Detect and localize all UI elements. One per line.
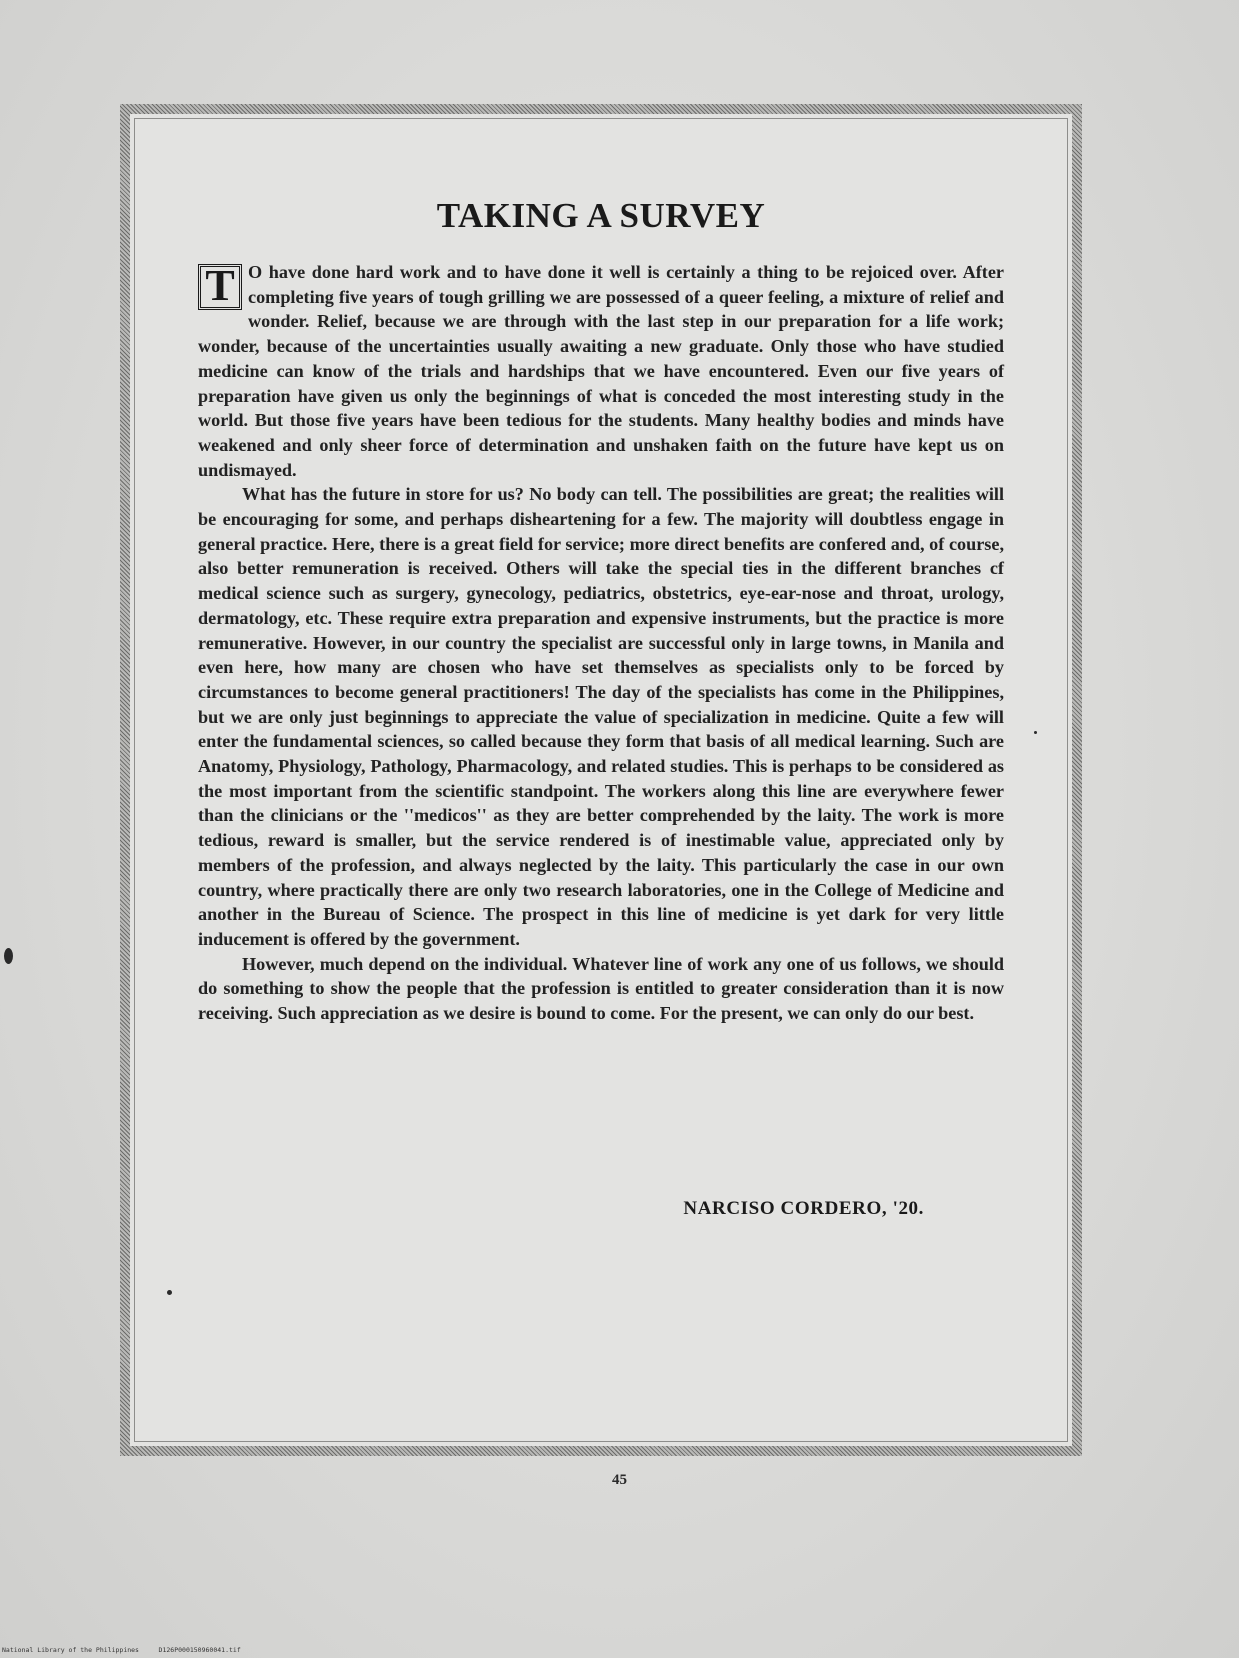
footer-file-id: D126P000150960041.tif [158, 1646, 241, 1654]
author-signature: NARCISO CORDERO, '20. [683, 1198, 924, 1219]
article-paragraph-1 [198, 260, 1004, 482]
article-body [198, 260, 1004, 1026]
page-border-frame [120, 104, 1082, 1456]
footer-library: National Library of the Philippines [2, 1646, 139, 1654]
scan-footer-credit [2, 1646, 241, 1654]
drop-cap-letter: T [198, 264, 242, 310]
paragraph-1-text: O have done hard work and to have done it well is certainly a thing to be rejoiced over. After completing five years of tough grilling we are possessed of a queer feeling, a mixture of relief and wonder. Relief, because we are through with the last step in our preparation for a life work; wonder, because of the uncertainties usually awaiting a new graduate. Only those who have studied medicine can know of the trials and hardships that we have encountered. Even our five years of preparation have given us only the beginnings of what is conceded the most interesting study in the world. But those five years have been tedious for the students. Many healthy bodies and minds have weakened and only sheer force of determination and unshaken faith on the future have kept us on undismayed. [198, 262, 1004, 480]
scan-speck [4, 948, 13, 964]
page-number: 45 [612, 1472, 627, 1488]
article-paragraph-3: However, much depend on the individual. Whatever line of work any one of us follows, we should do something to show the people that the profession is entitled to greater consideration than it is now receiving. Such appreciation as we desire is bound to come. For the present, we can only do our best. [198, 953, 1004, 1024]
scan-speck [167, 1290, 172, 1295]
scan-speck [1034, 731, 1037, 734]
article-paragraph-2: What has the future in store for us? No body can tell. The possibilities are great; the realities will be encouraging for some, and perhaps disheartening for a few. The majority will doubtless engage in general practice. Here, there is a great field for service; more direct benefits are confered and, of course, also better remuneration is received. Others will take the special ties in the different branches cf medical science such as surgery, gynecology, pediatrics, obstetrics, eye-ear-nose and throat, urology, dermatology, etc. These require extra preparation and expensive instruments, but the practice is more remunerative. However, in our country the specialist are successful only in large towns, in Manila and even here, how many are chosen who have set themselves as specialists only to be forced by circumstances to become general practitioners! The day of the specialists has come in the Philippines, but we are only just beginnings to appreciate the value of specialization in medicine. Quite a few will enter the fundamental sciences, so called because they form that basis of all medical learning. Such are Anatomy, Physiology, Pathology, Pharmacology, and related studies. This is perhaps to be considered as the most important from the scientific standpoint. The workers along this line are everywhere fewer than the clinicians or the ''medicos'' as they are better comprehended by the laity. The work is more tedious, reward is smaller, but the service rendered is of inestimable value, appreciated only by members of the profession, and always neglected by the laity. This particularly the case in our own country, where practically there are only two research laboratories, one in the College of Medicine and another in the Bureau of Science. The prospect in this line of medicine is yet dark for very little inducement is offered by the government. [198, 484, 1004, 949]
article-title: TAKING A SURVEY [436, 196, 766, 235]
